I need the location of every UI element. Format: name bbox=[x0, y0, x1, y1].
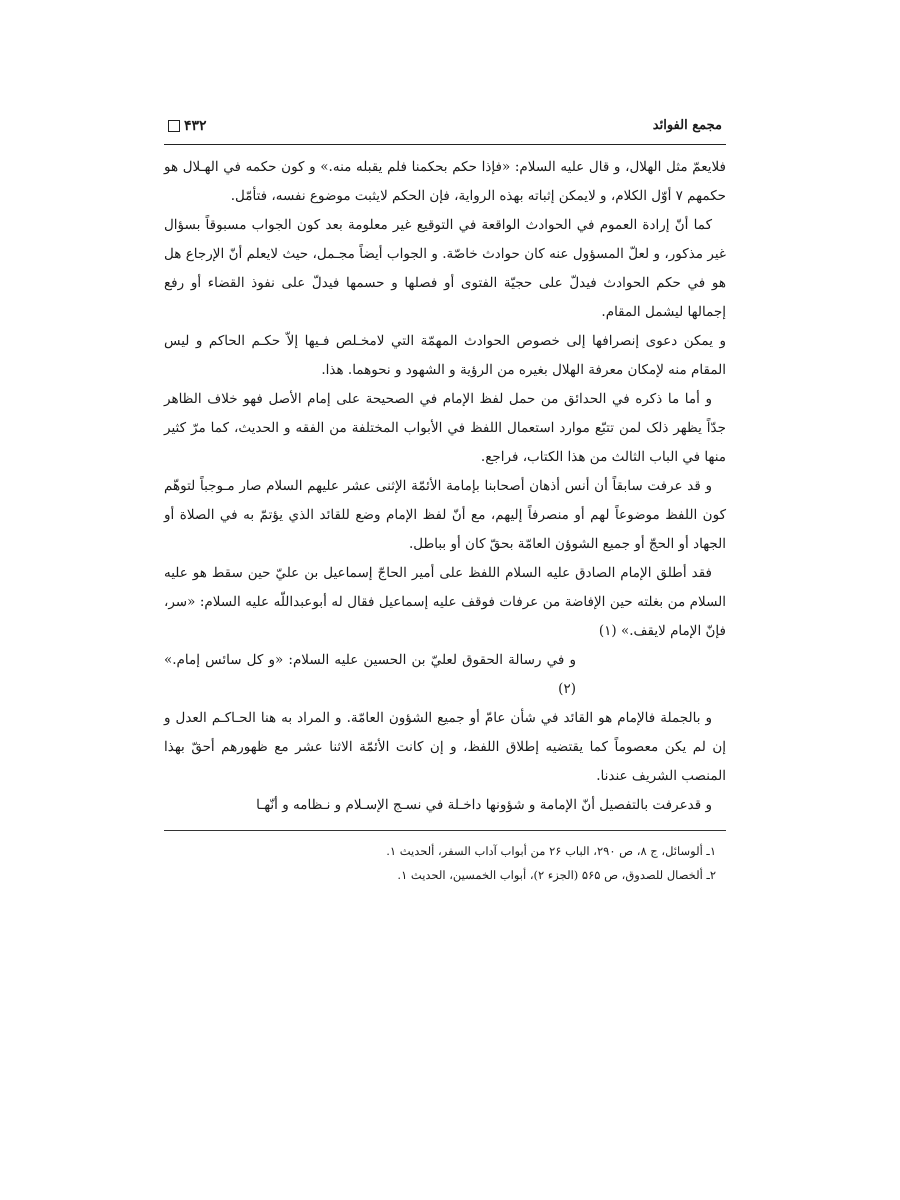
book-page bbox=[164, 108, 726, 1108]
paragraph: و يمكن دعوى إنصرافها إلى خصوص الحوادث المهمّة التي لامخـلص فـيها إلاّ حكـم الحاكم و ليس المقام منه لإمكان معرفة الهلال بغيره من الرؤية و الشهود و نحوهما. هذا. bbox=[164, 333, 726, 378]
page-number-block bbox=[168, 118, 207, 134]
page-header bbox=[164, 108, 726, 145]
page-number: ۴۳۲ bbox=[184, 118, 207, 134]
footnotes bbox=[164, 839, 726, 887]
paragraph: كما أنّ إرادة العموم في الحوادث الواقعة في التوقيع غير معلومة بعد كون الجواب مسبوقاً بسؤال غير مذكور، و لعلّ المسؤول عنه كان حوادث خاصّة. و الجواب أيضاً مجـمل، حيث لايعلم أنّ الإرجاع هل هو في حكم الحوادث فيدلّ على حجيّة الفتوى أو فصلها و حسمها فيدلّ على نفوذ القضاء أو رفع إجمالها ليشمل المقام. bbox=[164, 217, 726, 320]
paragraph: فقد أطلق الإمام الصادق عليه السلام اللفظ على أمير الحاجّ إسماعيل بن عليّ حين سقط هو عليه السلام من بغلته حين الإفاضة من عرفات فوقف عليه إسماعيل فقال له أبوعبداللّه عليه السلام: «سر، فإنّ الإمام لايقف.» (۱) bbox=[164, 565, 726, 639]
paragraph: و بالجملة فالإمام هو القائد في شأن عامّ أو جميع الشؤون العامّة. و المراد به هنا الحـاكـم العدل و إن لم يكن معصوماً كما يقتضيه إطلاق اللفظ، و إن كانت الأئمّة الاثنا عشر مع ظهورهم أحقّ بهذا المنصب الشريف عندنا. bbox=[164, 710, 726, 784]
footnote-divider bbox=[164, 830, 726, 831]
paragraph: و قد عرفت سابقاً أن أنس أذهان أصحابنا بإمامة الأئمّة الإثنى عشر عليهم السلام صار مـوجباً لتوهّم كون اللفظ موضوعاً لهم أو منصرفاً إليهم، مع أنّ لفظ الإمام وضع للقائد الذي يؤتمّ به في الصلاة أو الجهاد أو الحجّ أو جميع الشوؤن العامّة بحقّ كان أو بباطل. bbox=[164, 478, 726, 552]
page-marker-box-icon bbox=[168, 120, 180, 132]
main-text bbox=[164, 153, 726, 820]
footnote: ۲ـ ألخصال للصدوق، ص ۵۶۵ (الجزء ۲)، أبواب الخمسين، الحديث ۱. bbox=[397, 868, 716, 882]
paragraph: و قدعرفت بالتفصيل أنّ الإمامة و شؤونها داخـلة في نسـج الإسـلام و نـظامه و أنّهـا bbox=[256, 797, 712, 813]
paragraph: فلايعمّ مثل الهلال، و قال عليه السلام: «فإذا حكم بحكمنا فلم يقبله منه.» و كون حكمه في الهـلال هو حكمهم ۷ أوّل الكلام، و لايمكن إثباته بهذه الرواية، فإن الحكم لايثبت موضوع نفسه، فتأمّل. bbox=[164, 159, 726, 204]
paragraph: و في رسالة الحقوق لعليّ بن الحسين عليه السلام: «و كل سائس إمام.» (۲) bbox=[164, 652, 576, 697]
paragraph: و أما ما ذكره في الحدائق من حمل لفظ الإمام في الصحيحة على إمام الأصل فهو خلاف الظاهر جدّاً يظهر ذلک لمن تتبّع موارد استعمال اللفظ في الأبواب المختلفة من الفقه و الحديث، كما مرّ كثير منها في الباب الثالث من هذا الكتاب، فراجع. bbox=[164, 391, 726, 465]
running-title: مجمع الفوائد bbox=[652, 118, 722, 133]
footnote: ۱ـ ألوسائل، ج ۸، ص ۲۹۰، الباب ۲۶ من أبواب آداب السفر، ألحديث ۱. bbox=[386, 844, 716, 858]
